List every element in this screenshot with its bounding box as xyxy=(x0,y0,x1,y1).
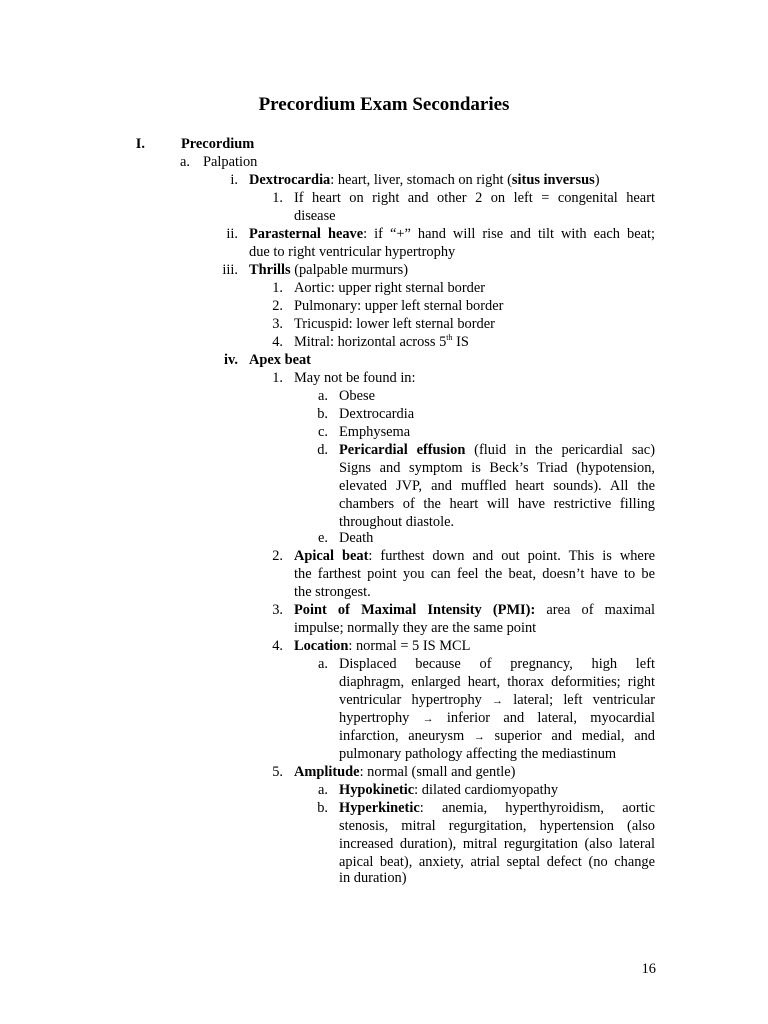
list-item-continuation: due to right ventricular hypertrophy xyxy=(249,244,456,260)
list-item-continuation: Signs and symptom is Beck’s Triad (hypotension, xyxy=(339,460,655,476)
location-item: Location: normal = 5 IS MCL xyxy=(294,638,471,654)
parasternal-heave-item: Parasternal heave: if “+” hand will rise and tilt with each beat; xyxy=(249,226,655,242)
list-marker: iv. xyxy=(224,352,238,368)
subsection-label: Palpation xyxy=(203,154,258,170)
list-marker: 2. xyxy=(272,298,283,314)
list-item: Obese xyxy=(339,388,375,404)
list-item-continuation: throughout diastole. xyxy=(339,514,455,530)
list-item: Pulmonary: upper left sternal border xyxy=(294,298,504,314)
list-marker: a. xyxy=(318,388,328,404)
list-marker: 1. xyxy=(272,190,283,206)
list-item-continuation: stenosis, mitral regurgitation, hypertension (also xyxy=(339,818,655,834)
section-marker: I. xyxy=(135,136,145,152)
list-item: Emphysema xyxy=(339,424,411,440)
list-item: Tricuspid: lower left sternal border xyxy=(294,316,495,332)
list-item: Death xyxy=(339,530,374,546)
list-item-continuation: infarction, aneurysm → superior and medial, and xyxy=(339,728,655,744)
list-marker: 3. xyxy=(272,602,283,618)
list-item-continuation: in duration) xyxy=(339,870,407,886)
list-marker: 3. xyxy=(272,316,283,332)
page-number: 16 xyxy=(641,961,656,977)
apical-beat-item: Apical beat: furthest down and out point. This is where xyxy=(294,548,656,564)
list-marker: e. xyxy=(318,530,328,546)
list-marker: ii. xyxy=(226,226,238,242)
list-item-continuation: elevated JVP, and muffled heart sounds). All the xyxy=(339,478,655,494)
right-arrow-icon: → xyxy=(473,731,485,743)
displaced-item: Displaced because of pregnancy, high left xyxy=(339,656,655,672)
list-item: Aortic: upper right sternal border xyxy=(294,280,486,296)
dextrocardia-item: Dextrocardia: heart, liver, stomach on right (situs inversus) xyxy=(249,172,600,188)
list-item: Dextrocardia xyxy=(339,406,415,422)
list-item: Mitral: horizontal across 5th IS xyxy=(294,333,469,350)
pericardial-effusion-item: Pericardial effusion (fluid in the pericardial sac) xyxy=(339,442,655,458)
list-marker: b. xyxy=(317,406,328,422)
list-marker: i. xyxy=(230,172,238,188)
page-title: Precordium Exam Secondaries xyxy=(258,94,510,115)
list-marker: 1. xyxy=(272,370,283,386)
list-marker: 4. xyxy=(272,334,283,350)
amplitude-item: Amplitude: normal (small and gentle) xyxy=(294,764,516,780)
list-item-continuation: ventricular hypertrophy → lateral; left ventricular xyxy=(339,692,655,708)
list-item-continuation: impulse; normally they are the same point xyxy=(294,620,537,636)
list-marker: b. xyxy=(317,800,328,816)
right-arrow-icon: → xyxy=(492,695,504,707)
hyperkinetic-item: Hyperkinetic: anemia, hyperthyroidism, aortic xyxy=(339,800,655,816)
list-item-continuation: the strongest. xyxy=(294,584,371,600)
thrills-item: Thrills (palpable murmurs) xyxy=(249,262,409,278)
list-item: May not be found in: xyxy=(294,370,416,386)
list-marker: a. xyxy=(318,782,328,798)
list-item-continuation: disease xyxy=(294,208,336,224)
list-item-continuation: apical beat), anxiety, atrial septal defect (no change xyxy=(339,854,655,870)
list-item-continuation: increased duration), mitral regurgitation (also lateral xyxy=(339,836,655,852)
list-item: If heart on right and other 2 on left = congenital heart xyxy=(294,190,655,206)
list-item-continuation: pulmonary pathology affecting the mediastinum xyxy=(339,746,617,762)
apex-beat-heading: Apex beat xyxy=(249,352,311,368)
section-heading: Precordium xyxy=(181,136,255,152)
list-marker: a. xyxy=(318,656,328,672)
list-marker: 4. xyxy=(272,638,283,654)
list-item-continuation: hypertrophy → inferior and lateral, myocardial xyxy=(339,710,655,726)
list-marker: 2. xyxy=(272,548,283,564)
list-marker: 5. xyxy=(272,764,283,780)
list-marker: d. xyxy=(317,442,328,458)
list-item-continuation: diaphragm, enlarged heart, thorax deformities; right xyxy=(339,674,655,690)
subsection-marker: a. xyxy=(180,154,190,170)
list-marker: iii. xyxy=(222,262,238,278)
list-item-continuation: chambers of the heart will have restrictive filling xyxy=(339,496,655,512)
list-marker: 1. xyxy=(272,280,283,296)
pmi-item: Point of Maximal Intensity (PMI): area of maximal xyxy=(294,602,655,618)
hypokinetic-item: Hypokinetic: dilated cardiomyopathy xyxy=(339,782,559,798)
list-item-continuation: the farthest point you can feel the beat, doesn’t have to be xyxy=(294,566,655,582)
list-marker: c. xyxy=(318,424,328,440)
right-arrow-icon: → xyxy=(422,713,434,725)
